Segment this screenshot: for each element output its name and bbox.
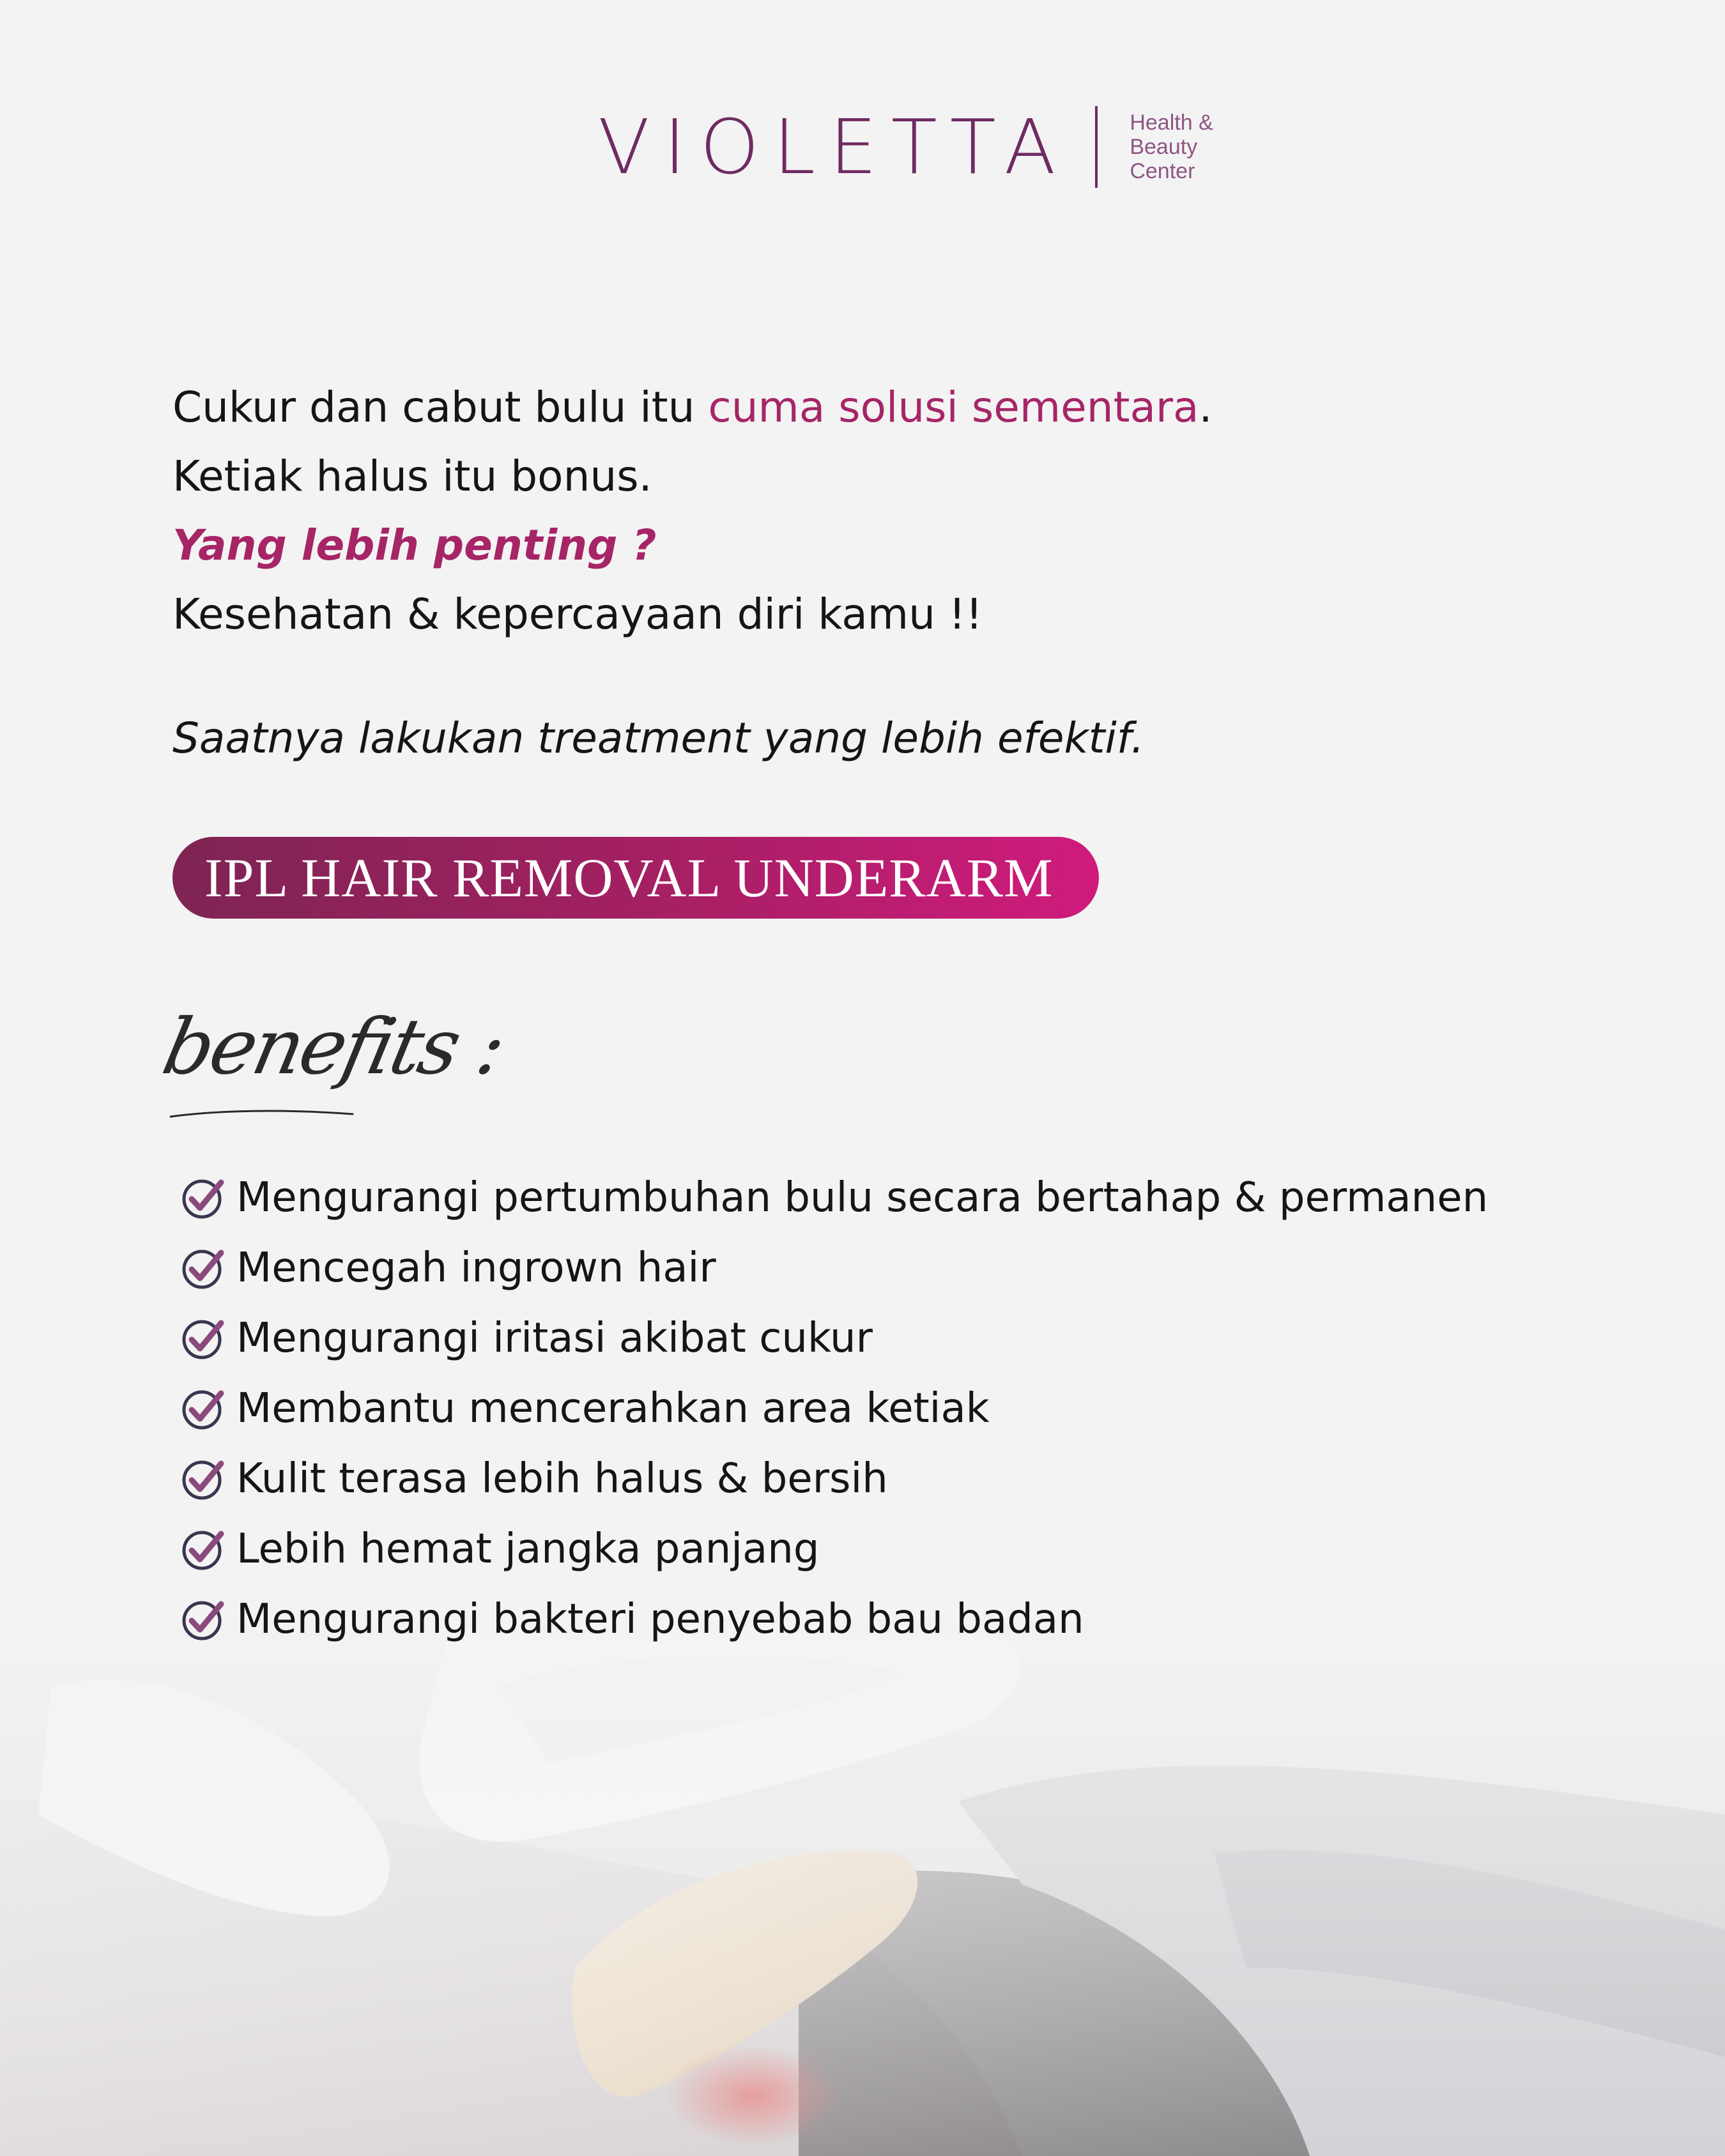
check-circle-icon xyxy=(179,1244,227,1292)
brand-logo xyxy=(598,102,1213,192)
check-circle-icon xyxy=(179,1174,227,1222)
benefit-item xyxy=(179,1514,1488,1584)
check-circle-icon xyxy=(179,1595,227,1644)
benefit-item xyxy=(179,1303,1488,1373)
check-circle-icon xyxy=(179,1384,227,1433)
benefit-text: Lebih hemat jangka panjang xyxy=(236,1525,820,1573)
intro-copy xyxy=(172,373,1642,773)
check-circle-icon xyxy=(179,1455,227,1503)
benefit-text: Mengurangi iritasi akibat cukur xyxy=(236,1315,873,1362)
benefit-item xyxy=(179,1163,1488,1233)
benefit-text: Mengurangi bakteri penyebab bau badan xyxy=(236,1596,1084,1643)
brand-tagline-line2: Beauty xyxy=(1130,135,1198,159)
intro-line-3: Yang lebih penting ? xyxy=(172,521,657,570)
check-circle-icon xyxy=(179,1314,227,1363)
benefit-text: Mencegah ingrown hair xyxy=(236,1244,716,1292)
brand-tagline-line3: Center xyxy=(1130,159,1195,183)
brand-tagline-line1: Health & xyxy=(1130,111,1213,135)
benefit-item xyxy=(179,1373,1488,1444)
check-circle-icon xyxy=(179,1525,227,1573)
intro-line-5: Saatnya lakukan treatment yang lebih efektif. xyxy=(172,714,1144,763)
intro-line-2: Ketiak halus itu bonus. xyxy=(172,452,652,501)
intro-line-1-prefix: Cukur dan cabut bulu itu xyxy=(172,383,709,432)
benefit-text: Membantu mencerahkan area ketiak xyxy=(236,1385,990,1432)
logo-divider xyxy=(1095,106,1098,188)
benefit-item xyxy=(179,1233,1488,1303)
ipl-device-photo xyxy=(0,1610,1725,2156)
benefit-text: Mengurangi pertumbuhan bulu secara bertahap & permanen xyxy=(236,1174,1489,1221)
intro-line-1-suffix: . xyxy=(1199,383,1213,432)
brand-tagline xyxy=(1130,111,1213,183)
brand-name: VIOLETTA xyxy=(598,103,1070,191)
benefits-flourish xyxy=(167,1105,359,1124)
benefit-text: Kulit terasa lebih halus & bersih xyxy=(236,1455,888,1502)
benefits-heading: benefits : xyxy=(155,1003,512,1092)
intro-line-1 xyxy=(172,373,1642,442)
benefit-item xyxy=(179,1584,1488,1655)
treatment-label: IPL HAIR REMOVAL UNDERARM xyxy=(204,847,1054,908)
intro-line-1-accent: cuma solusi sementara xyxy=(708,383,1199,432)
benefits-list xyxy=(179,1163,1488,1655)
intro-line-4: Kesehatan & kepercayaan diri kamu !! xyxy=(172,590,983,639)
benefit-item xyxy=(179,1444,1488,1514)
treatment-badge xyxy=(172,837,1099,919)
